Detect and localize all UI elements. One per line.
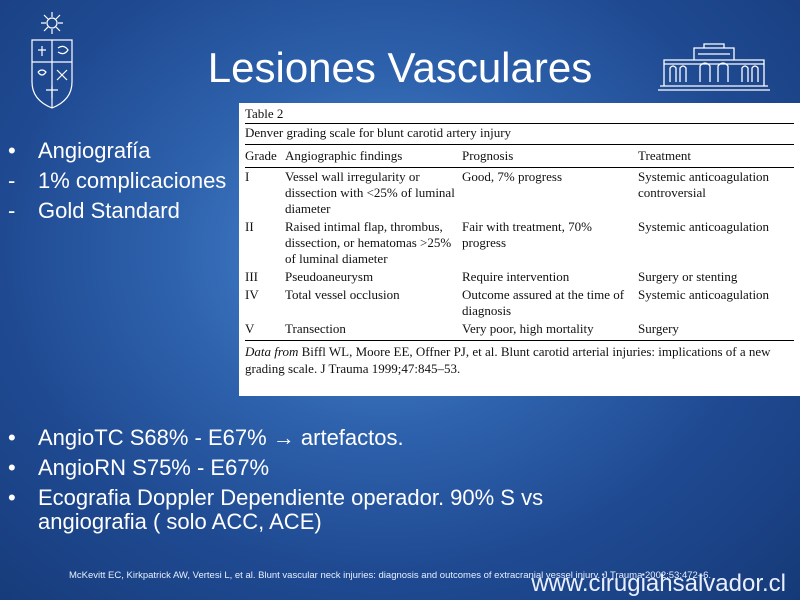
denver-grading-table-image	[239, 103, 800, 396]
table-cell: Fair with treatment, 70% progress	[462, 219, 592, 250]
bullet-marker: •	[8, 138, 16, 163]
table-cell: Transection	[285, 320, 462, 341]
table-cell: Pseudoaneurysm	[285, 269, 374, 284]
slide-title: Lesiones Vasculares	[207, 44, 593, 91]
bullet-marker: -	[8, 198, 16, 223]
table-cell: Surgery	[638, 320, 794, 341]
bullet-item	[8, 455, 638, 485]
grading-table	[245, 144, 794, 341]
bullet-item	[8, 425, 638, 455]
column-header: Treatment	[638, 145, 794, 168]
bullet-item	[8, 485, 638, 534]
bullet-text: Angiografía	[38, 138, 151, 163]
table-cell: Very poor, high mortality	[462, 320, 638, 341]
table-cell: Systemic anticoagulation	[638, 219, 770, 234]
column-header: Prognosis	[462, 145, 638, 168]
bullet-text: Ecografia Doppler Dependiente operador. 90% S vs angiografia ( solo ACC, ACE)	[38, 485, 544, 534]
table-cell: Surgery or stenting	[638, 269, 738, 284]
source-text: Biffl WL, Moore EE, Offner PJ, et al. Blunt carotid arterial injuries: implications of a new grading scale. J Trauma 1999;47:845–53.	[245, 344, 771, 376]
table-cell: Raised intimal flap, thrombus, dissection, or hematomas >25% of luminal diameter	[285, 219, 452, 266]
table-header-row	[245, 145, 794, 168]
source-prefix: Data from	[245, 344, 299, 359]
bullet-marker: -	[8, 168, 16, 193]
table-source-note	[245, 343, 794, 377]
bullet-text: 1% complicaciones	[38, 168, 227, 193]
table-row	[245, 218, 794, 268]
bullet-item	[8, 198, 226, 228]
column-header: Angiographic findings	[285, 145, 462, 168]
bullet-text: Gold Standard	[38, 198, 180, 223]
bullet-text: AngioTC S68% - E67% → artefactos.	[38, 425, 404, 450]
bullet-list-bottom	[8, 425, 638, 534]
table-cell: I	[245, 169, 250, 184]
bullet-marker: •	[8, 425, 16, 450]
table-row	[245, 168, 794, 219]
table-cell: Systemic anticoagulation controversial	[638, 169, 770, 200]
column-header: Grade	[245, 145, 285, 168]
table-cell: Systemic anticoagulation	[638, 287, 770, 302]
table-caption: Denver grading scale for blunt carotid artery injury	[245, 125, 512, 140]
table-cell: Total vessel occlusion	[285, 287, 400, 302]
table-cell: Outcome assured at the time of diagnosis	[462, 287, 625, 318]
bullet-item	[8, 168, 226, 198]
table-cell: III	[245, 269, 258, 284]
website-url: www.cirugiahsalvador.cl	[531, 570, 786, 597]
table-row	[245, 286, 794, 320]
table-cell: II	[245, 219, 254, 234]
table-cell: Good, 7% progress	[462, 169, 563, 184]
table-row	[245, 320, 794, 341]
bullet-list-top	[8, 138, 226, 228]
table-row	[245, 268, 794, 286]
bullet-text: AngioRN S75% - E67%	[38, 455, 270, 480]
table-cell: IV	[245, 287, 259, 302]
table-cell: Vessel wall irregularity or dissection with <25% of luminal diameter	[285, 169, 455, 216]
bullet-marker: •	[8, 455, 16, 480]
table-cell: Require intervention	[462, 269, 570, 284]
table-cell: V	[245, 320, 285, 341]
bullet-item	[8, 138, 226, 168]
bullet-marker: •	[8, 485, 16, 510]
reference-citation: McKevitt EC, Kirkpatrick AW, Vertesi L, et al. Blunt vascular neck injuries: diagnosis and outcomes of extracranial vessel injury. J Trauma 2002;53:472–6.	[68, 570, 712, 581]
table-label: Table 2	[245, 105, 794, 124]
